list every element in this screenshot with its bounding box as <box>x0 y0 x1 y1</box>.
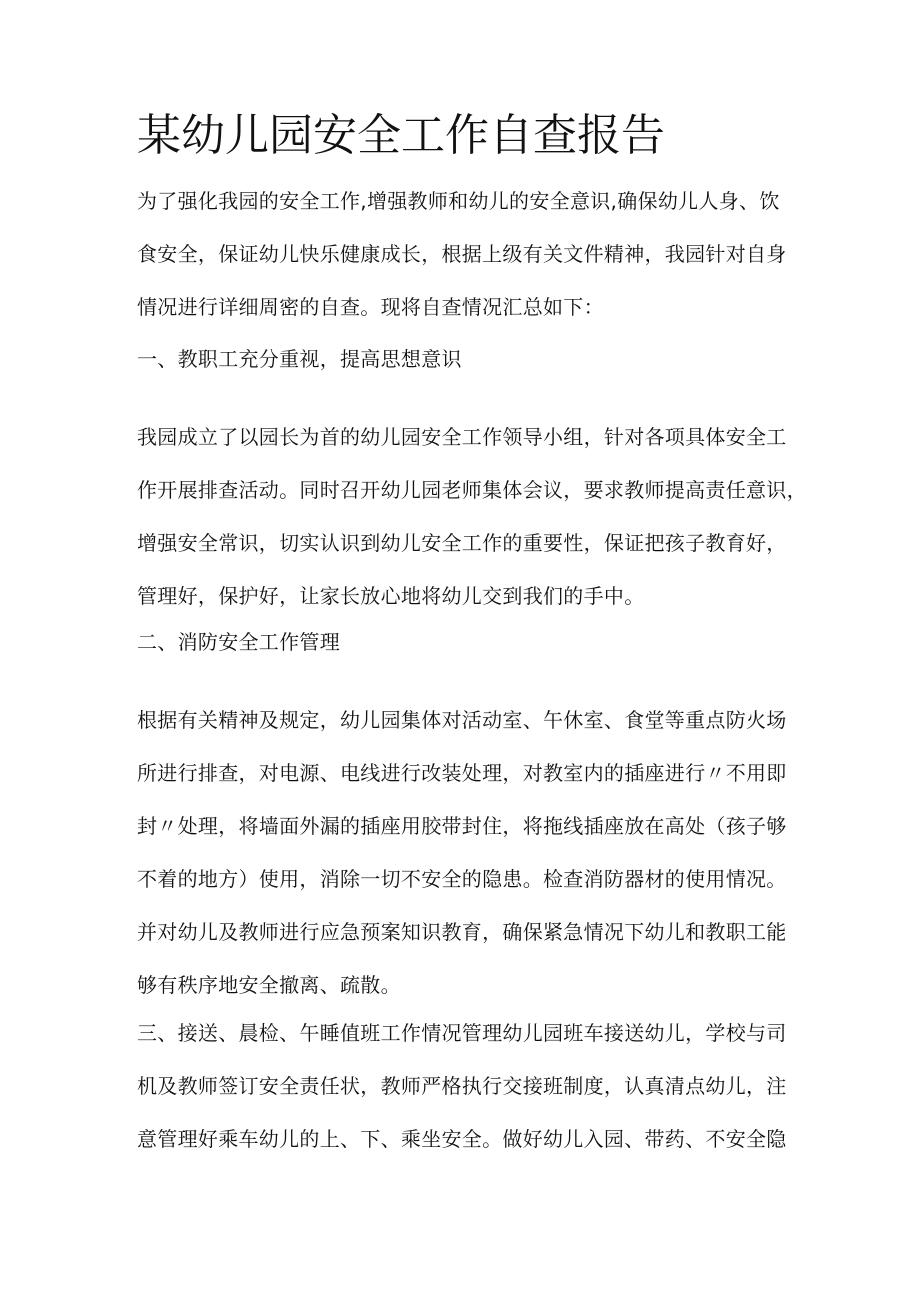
section-1-paragraph <box>137 411 807 623</box>
section-1-heading-block <box>137 343 797 376</box>
paragraph-line: 机及教师签订安全责任状，教师严格执行交接班制度，认真清点幼儿，注 <box>137 1074 787 1098</box>
section-2-paragraph <box>137 694 797 1012</box>
paragraph-line: 封〃处理，将墙面外漏的插座用胶带封住，将拖线插座放在高处（孩子够 <box>137 814 787 838</box>
paragraph-line: 所进行排查，对电源、电线进行改装处理，对教室内的插座进行〃不用即 <box>137 761 787 785</box>
paragraph-line: 三、接送、晨检、午睡值班工作情况管理幼儿园班车接送幼儿，学校与司 <box>137 1021 787 1045</box>
intro-line: 为了强化我园的安全工作,增强教师和幼儿的安全意识,确保幼儿人身、饮 <box>137 189 780 213</box>
paragraph-line: 管理好，保护好，让家长放心地将幼儿交到我们的手中。 <box>137 584 645 608</box>
paragraph-line: 并对幼儿及教师进行应急预案知识教育，确保紧急情况下幼儿和教职工能 <box>137 920 787 944</box>
paragraph-line: 不着的地方）使用，消除一切不安全的隐患。检查消防器材的使用情况。 <box>137 867 787 891</box>
section-3-paragraph <box>137 1007 797 1166</box>
section-2-heading: 二、消防安全工作管理 <box>137 630 340 654</box>
paragraph-line: 我园成立了以园长为首的幼儿园安全工作领导小组，针对各项具体安全工 <box>137 425 787 449</box>
section-1-heading: 一、教职工充分重视，提高思想意识 <box>137 347 462 371</box>
page-title: 某幼儿园安全工作自查报告 <box>137 110 665 161</box>
paragraph-line: 意管理好乘车幼儿的上、下、乘坐安全。做好幼儿入园、带药、不安全隐 <box>137 1127 787 1151</box>
intro-paragraph <box>137 175 797 334</box>
paragraph-line: 作开展排查活动。同时召开幼儿园老师集体会议，要求教师提高责任意识， <box>137 478 807 502</box>
paragraph-line: 够有秩序地安全撤离、疏散。 <box>137 973 401 997</box>
paragraph-line: 根据有关精神及规定，幼儿园集体对活动室、午休室、食堂等重点防火场 <box>137 708 787 732</box>
paragraph-line: 增强安全常识，切实认识到幼儿安全工作的重要性，保证把孩子教育好， <box>137 531 787 555</box>
section-2-heading-block <box>137 626 797 659</box>
intro-line: 食安全，保证幼儿快乐健康成长，根据上级有关文件精神，我园针对自身 <box>137 242 787 266</box>
intro-line: 情况进行详细周密的自查。现将自查情况汇总如下： <box>137 295 604 319</box>
